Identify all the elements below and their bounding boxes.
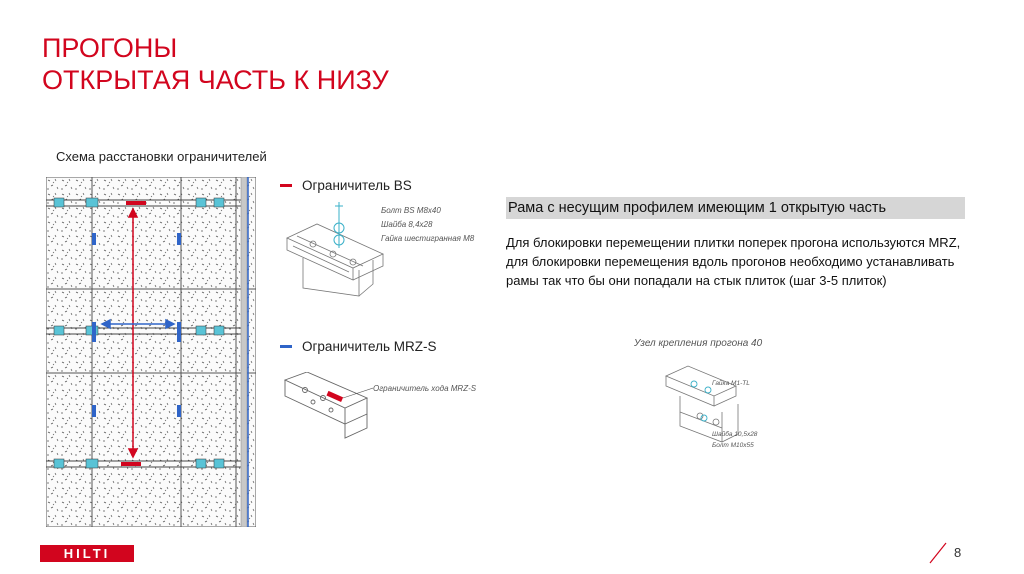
legend-bs-marker [280,184,292,187]
hilti-logo [40,545,134,562]
slash-decoration-icon [928,541,948,565]
title-line-2: ОТКРЫТАЯ ЧАСТЬ К НИЗУ [42,65,389,95]
tile-layout-diagram [46,177,256,527]
mrz-limiter-drawing [283,372,483,442]
node-callout-washer: Шайба 10,5x28 [712,431,758,438]
node-callouts [712,378,757,451]
node-callout-nut: Гайка M1-TL [712,380,750,387]
mrz-limiter-sketch [283,372,373,440]
frame-description: Для блокировки перемещении плитки поперек прогона используются MRZ, для блокировки перемещения вдоль прогонов необходимо устанавливать рамы так что бы они попадали на стык плиток (шаг 3-5 плиток) [506,235,961,288]
bs-limiter-sketch [283,198,393,298]
legend-mrz [280,339,437,354]
purlin-node-drawing [634,338,834,448]
bs-callouts [381,204,474,246]
legend-bs-label: Ограничитель BS [302,178,412,193]
scheme-label: Схема расстановки ограничителей [56,149,267,164]
legend-mrz-marker [280,345,292,348]
page-number: 8 [954,545,962,560]
node-callout-bolt: Болт M10x55 [712,442,754,449]
hilti-logo-text: HILTI [63,546,111,561]
bs-callout-bolt: Болт BS M8x40 [381,206,441,215]
frame-heading: Рама с несущим профилем имеющим 1 открытую часть [506,197,965,219]
title-line-1: ПРОГОНЫ [42,33,178,63]
legend-bs [280,178,412,193]
legend-mrz-label: Ограничитель MRZ-S [302,339,437,354]
mrz-callout: Ограничитель хода MRZ-S [373,384,477,393]
bs-callout-nut: Гайка шестигранная M8 [381,234,475,243]
bs-limiter-drawing [283,198,493,298]
node-title: Узел крепления прогона 40 [634,338,763,349]
bs-callout-washer: Шайба 8,4x28 [381,220,433,229]
slide-title [42,32,389,96]
